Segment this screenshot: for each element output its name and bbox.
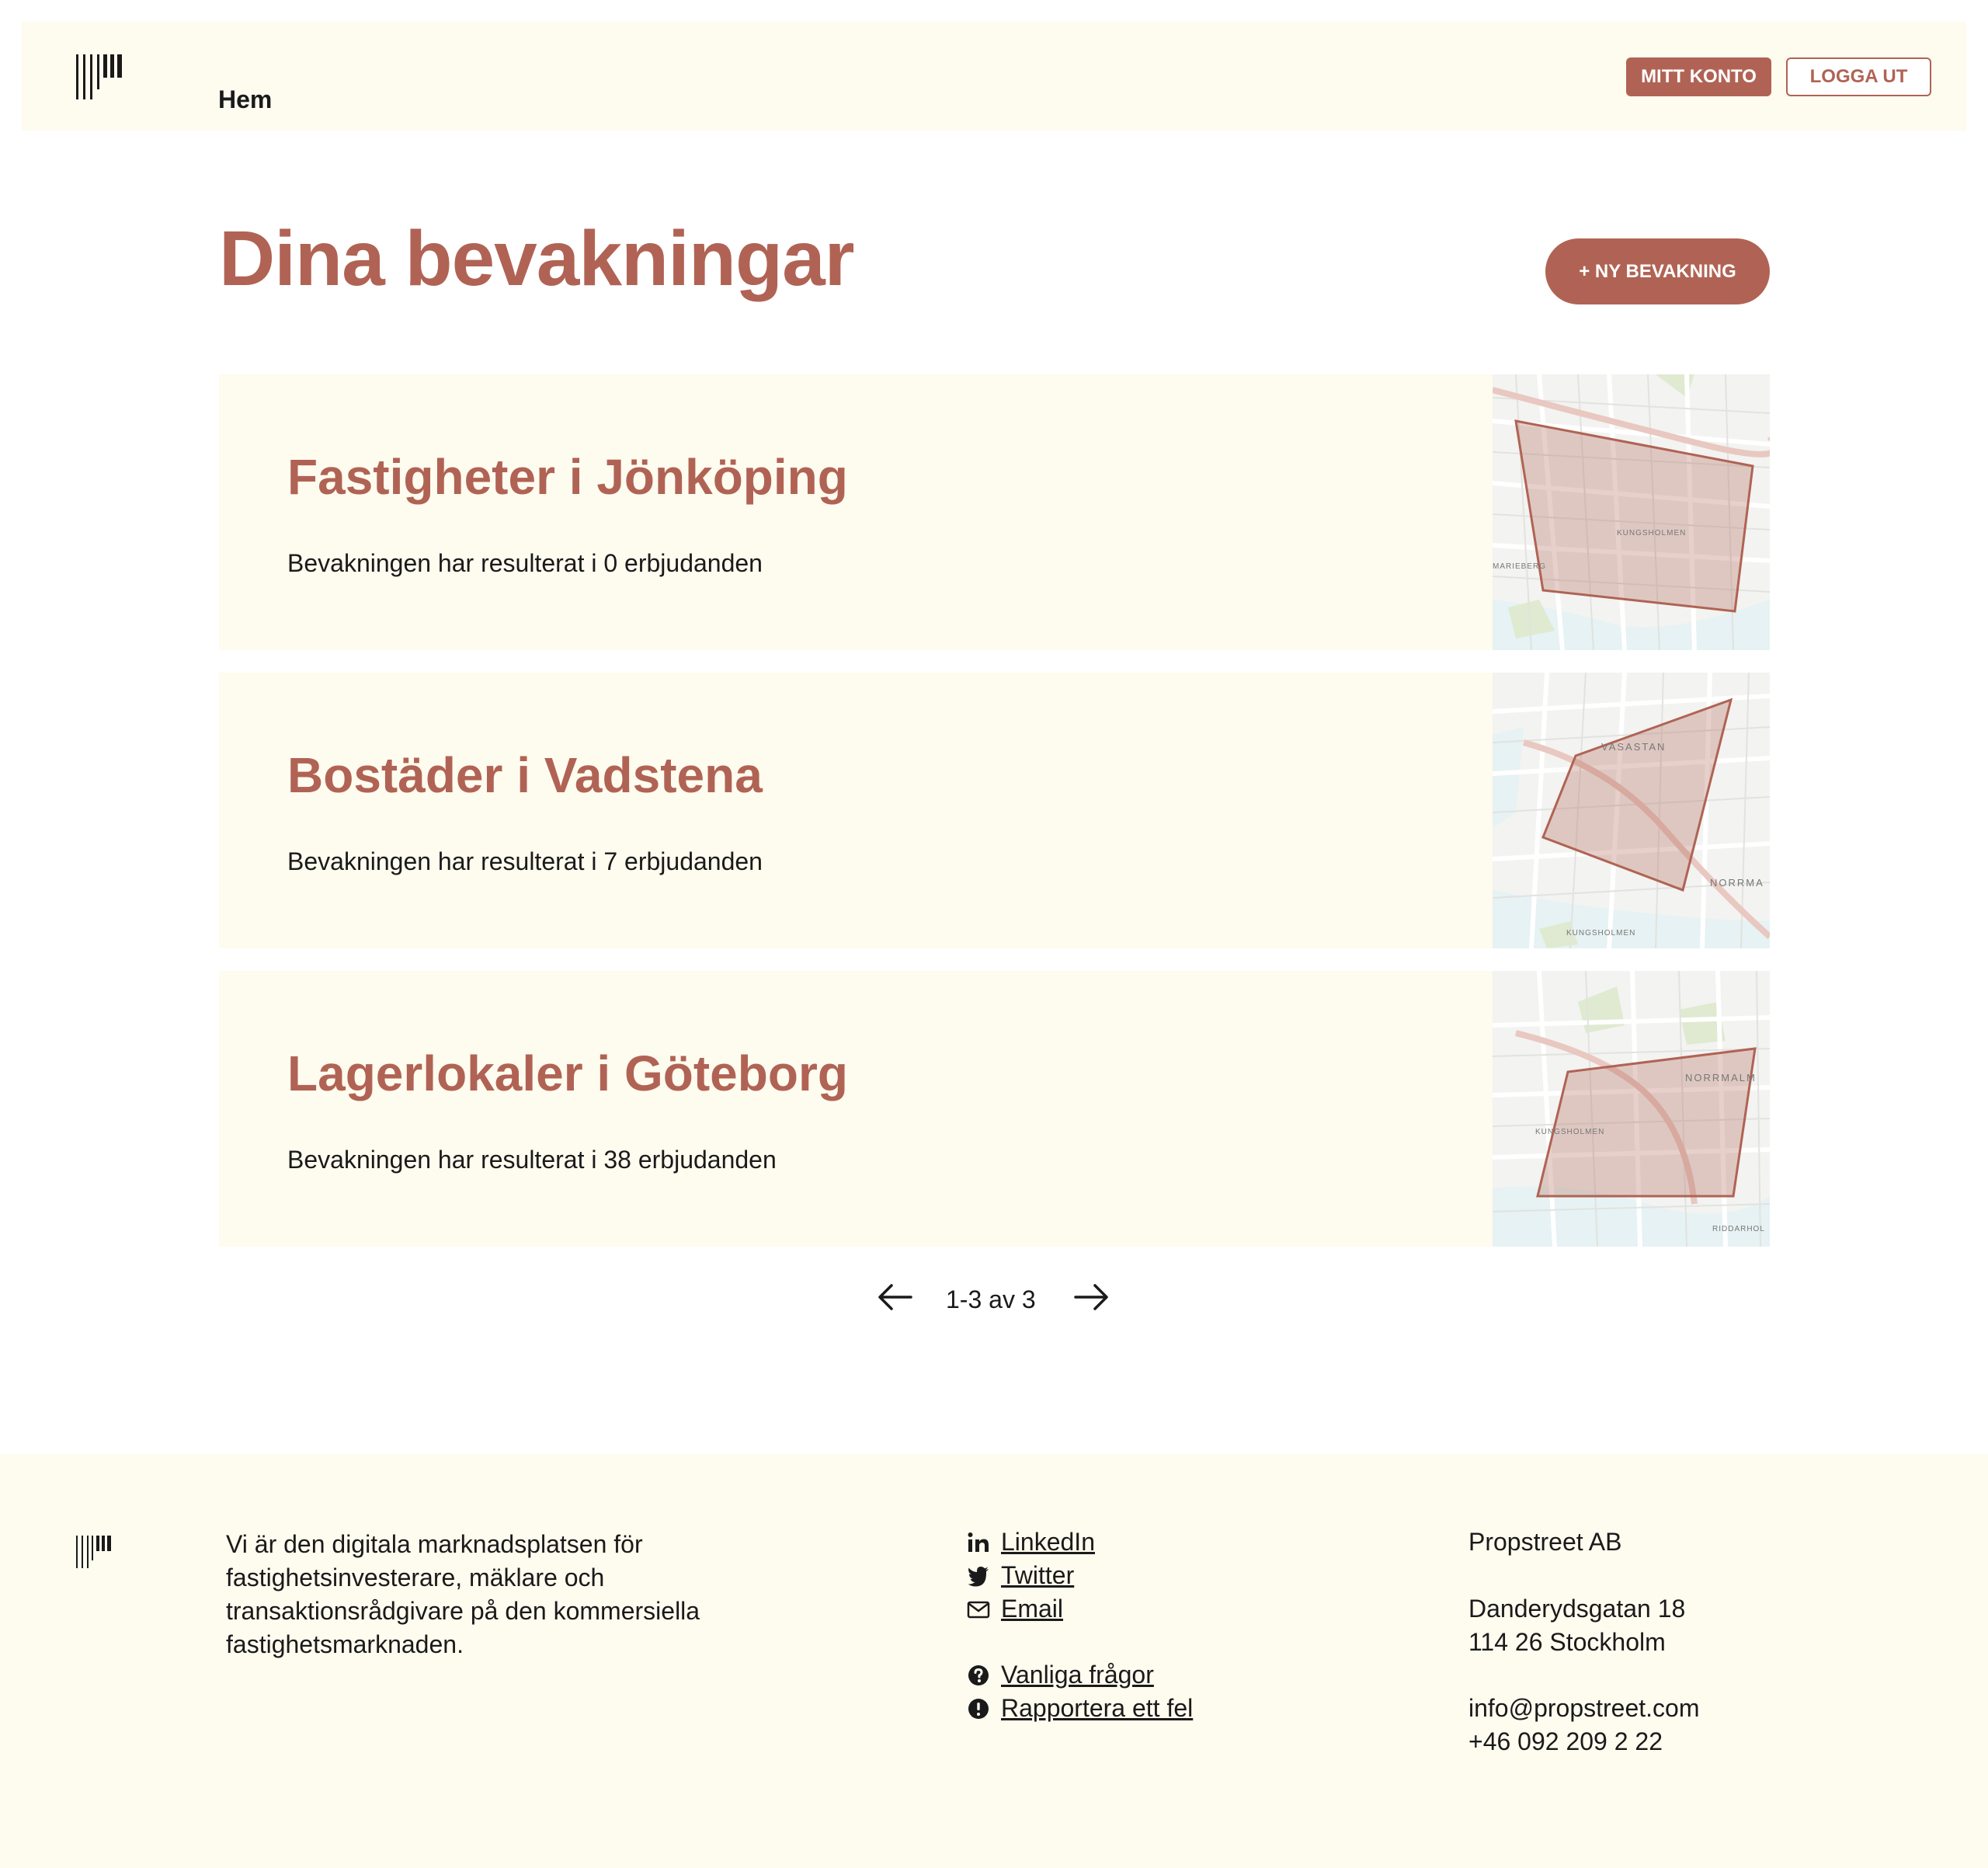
footer-link-twitter[interactable] — [967, 1561, 1074, 1590]
map-district-label: KUNGSHOLMEN — [1617, 529, 1687, 537]
linkedin-icon — [967, 1531, 990, 1554]
exclamation-circle-icon — [967, 1697, 990, 1720]
site-footer — [0, 1454, 1988, 1868]
watch-title[interactable]: Fastigheter i Jönköping — [287, 449, 848, 505]
map-district-label: RIDDARHOL — [1712, 1225, 1765, 1233]
email-link[interactable]: Email — [1001, 1595, 1064, 1623]
company-city: 114 26 Stockholm — [1468, 1628, 1666, 1656]
envelope-icon — [967, 1598, 990, 1621]
watch-card[interactable] — [219, 374, 1770, 650]
map-district-label: KUNGSHOLMEN — [1535, 1128, 1605, 1136]
nav-home-link[interactable]: Hem — [218, 85, 273, 113]
faq-link[interactable]: Vanliga frågor — [1001, 1661, 1154, 1689]
watch-area-map[interactable] — [1493, 971, 1770, 1247]
company-email[interactable]: info@propstreet.com — [1468, 1694, 1700, 1722]
page-title: Dina bevakningar — [219, 215, 854, 302]
propstreet-logo-icon — [76, 1536, 112, 1568]
logout-button[interactable]: LOGGA UT — [1786, 57, 1931, 96]
arrow-left-icon[interactable] — [876, 1278, 915, 1317]
site-header — [22, 22, 1966, 130]
twitter-link[interactable]: Twitter — [1001, 1561, 1075, 1589]
my-account-button[interactable]: MITT KONTO — [1626, 57, 1771, 96]
watch-result-count: Bevakningen har resulterat i 7 erbjudanden — [287, 847, 763, 875]
company-phone[interactable]: +46 092 209 2 22 — [1468, 1727, 1663, 1755]
propstreet-logo-icon[interactable] — [76, 54, 124, 99]
footer-link-email[interactable] — [967, 1595, 1063, 1623]
company-name: Propstreet AB — [1468, 1528, 1622, 1556]
watch-area-map[interactable] — [1493, 374, 1770, 650]
watch-result-count: Bevakningen har resulterat i 38 erbjudanden — [287, 1146, 777, 1174]
map-district-label: NORRMALM — [1685, 1072, 1757, 1084]
map-district-label: NORRMA — [1710, 877, 1764, 889]
watch-card[interactable] — [219, 673, 1770, 948]
linkedin-link[interactable]: LinkedIn — [1001, 1528, 1095, 1556]
footer-link-linkedin[interactable] — [967, 1528, 1095, 1557]
pagination-status: 1-3 av 3 — [946, 1285, 1036, 1313]
watch-title[interactable]: Bostäder i Vadstena — [287, 747, 763, 803]
twitter-icon — [967, 1564, 990, 1588]
watch-result-count: Bevakningen har resulterat i 0 erbjudanden — [287, 549, 763, 577]
question-circle-icon — [967, 1664, 990, 1687]
arrow-right-icon[interactable] — [1072, 1278, 1110, 1317]
footer-link-report[interactable] — [967, 1694, 1193, 1723]
footer-about-text: Vi är den digitala marknadsplatsen för fastighetsinvesterare, mäklare och transaktionsrådgivare på den kommersiella fastighetsmarknaden. — [226, 1530, 700, 1658]
watch-card[interactable] — [219, 971, 1770, 1247]
map-district-label: VASASTAN — [1601, 741, 1667, 753]
watch-area-map[interactable] — [1493, 673, 1770, 948]
map-district-label: KUNGSHOLMEN — [1566, 929, 1636, 937]
footer-link-faq[interactable] — [967, 1661, 1154, 1689]
map-district-label: MARIEBERG — [1493, 562, 1547, 571]
company-street: Danderydsgatan 18 — [1468, 1595, 1686, 1623]
new-watch-button[interactable]: + NY BEVAKNING — [1545, 238, 1770, 304]
watch-title[interactable]: Lagerlokaler i Göteborg — [287, 1045, 848, 1101]
report-bug-link[interactable]: Rapportera ett fel — [1001, 1694, 1194, 1722]
